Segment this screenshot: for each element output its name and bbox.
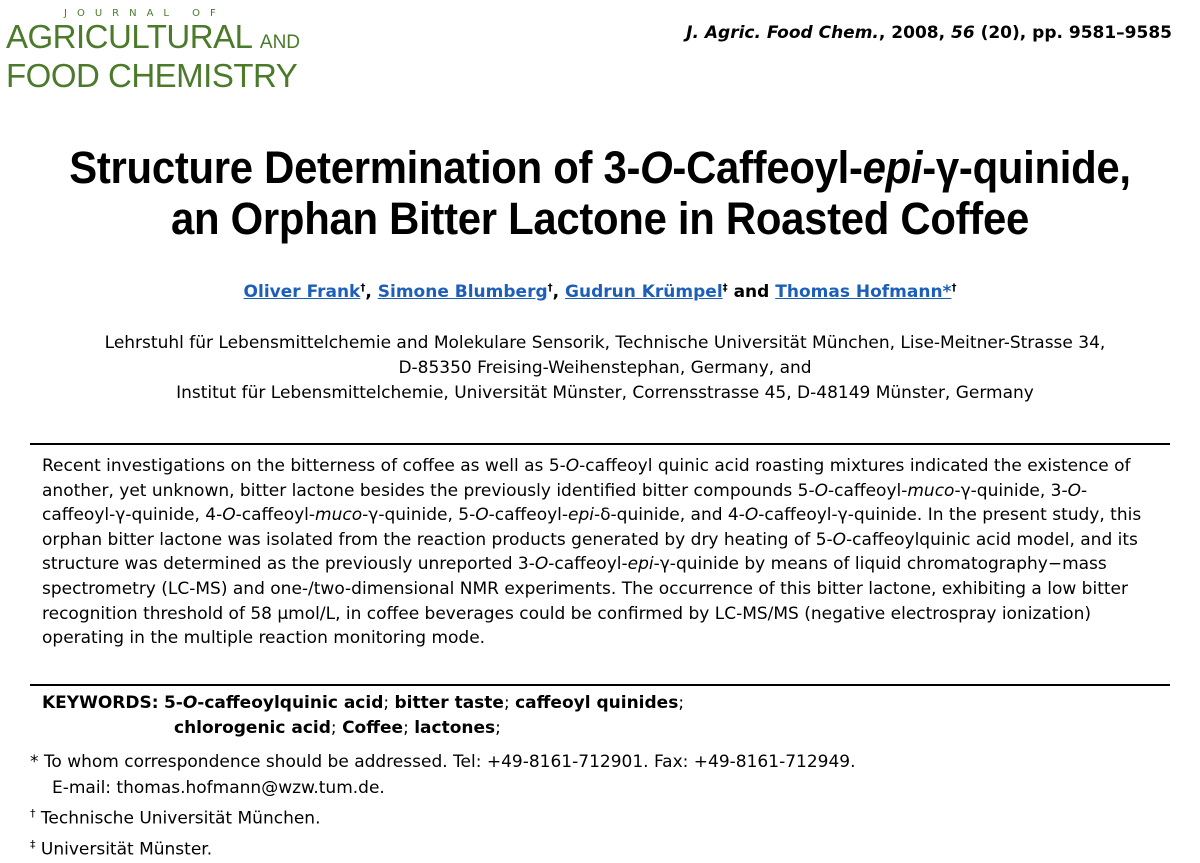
title-part: -γ-quinide, bbox=[922, 142, 1131, 193]
keyword-sep: ; bbox=[330, 718, 337, 738]
abstract-text bbox=[42, 454, 1160, 651]
abstract-segment: O bbox=[814, 480, 828, 501]
footnote-correspondence: * To whom correspondence should be addressed. Tel: +49-8161-712901. Fax: +49-8161-712949. bbox=[30, 752, 856, 772]
author-separator: , bbox=[552, 282, 566, 302]
author-separator: , bbox=[365, 282, 378, 302]
abstract-bottom-rule bbox=[30, 684, 1170, 686]
author-link[interactable]: Simone Blumberg bbox=[377, 282, 548, 302]
citation bbox=[686, 23, 1172, 43]
keyword: caffeoyl quinides bbox=[515, 693, 679, 713]
abstract-segment: -γ-quinide by means of liquid chromatography−mass spectrometry (LC-MS) and one-/two-dimensional NMR experiments. The occurrence of this bitter lactone, exhibiting a low bitter recognition threshold of 58 μmol/L, in coffee beverages could be confirmed by LC-MS/MS (negative electrospray ionization) operating in the multiple reaction monitoring mode. bbox=[42, 554, 1128, 649]
abstract-top-rule bbox=[30, 443, 1170, 445]
abstract-segment: O bbox=[222, 505, 236, 526]
logo-line-1 bbox=[6, 20, 306, 59]
footnotes bbox=[30, 750, 1180, 863]
dagger-mark: † bbox=[30, 807, 36, 820]
abstract-segment: O bbox=[534, 554, 549, 575]
affiliation bbox=[30, 331, 1180, 406]
affiliation-line-3: Institut für Lebensmittelchemie, Universität Münster, Corrensstrasse 45, D-48149 Münster, Germany bbox=[176, 383, 1034, 403]
author-affil-mark: ‡ bbox=[722, 282, 728, 294]
keyword-sep: ; bbox=[403, 718, 409, 738]
title-part: Structure Determination of 3- bbox=[69, 142, 641, 193]
affiliation-line-2: D-85350 Freising-Weihenstephan, Germany, and bbox=[398, 358, 812, 378]
logo-food-chemistry: FOOD CHEMISTRY bbox=[6, 57, 298, 94]
logo-journal-of: JOURNAL OF bbox=[64, 8, 226, 19]
logo-agricultural: AGRICULTURAL bbox=[6, 18, 252, 55]
citation-comma: , bbox=[878, 23, 892, 43]
abstract-segment: -γ-quinide, 3- bbox=[954, 480, 1068, 501]
citation-volume: 56 bbox=[950, 23, 975, 43]
author-affil-mark: † bbox=[360, 282, 366, 294]
abstract-segment: -δ-quinide, and 4- bbox=[594, 505, 745, 526]
abstract-segment: -caffeoyl- bbox=[235, 505, 316, 526]
abstract-segment: O bbox=[565, 456, 580, 476]
paper-title bbox=[42, 142, 1158, 244]
keywords bbox=[42, 691, 1162, 741]
keyword: chlorogenic acid bbox=[174, 718, 331, 738]
author-affil-mark: † bbox=[951, 282, 957, 294]
title-part: -Caffeoyl- bbox=[672, 142, 863, 193]
abstract-segment: -caffeoyl- bbox=[488, 505, 569, 526]
title-line-2: an Orphan Bitter Lactone in Roasted Coffee bbox=[171, 193, 1029, 244]
keyword: 5-O-caffeoylquinic acid bbox=[163, 693, 384, 713]
abstract-segment: -caffeoylquinic acid model, and its structure was determined as the previously unreported 3- bbox=[42, 529, 1138, 575]
author-affil-mark: † bbox=[547, 282, 553, 294]
title-part: O bbox=[640, 142, 673, 193]
abstract-segment: -caffeoyl- bbox=[548, 554, 628, 575]
footnote-dagger bbox=[30, 801, 1180, 832]
abstract-segment: muco bbox=[315, 505, 363, 526]
keywords-line-2 bbox=[42, 716, 1162, 741]
journal-logo bbox=[6, 8, 306, 92]
affiliation-line-1: Lehrstuhl für Lebensmittelchemie and Molekulare Sensorik, Technische Universität München, Lise-Meitner-Strasse 34, bbox=[104, 333, 1106, 353]
author-link[interactable]: Oliver Frank bbox=[243, 282, 361, 302]
footnote-double-dagger-text: Universität Münster. bbox=[35, 839, 213, 860]
abstract-segment: Recent investigations on the bitterness of coffee as well as 5- bbox=[42, 456, 566, 476]
abstract-segment: -caffeoyl-γ-quinide. In the present study, this orphan bitter lactone was isolated from the reaction products generated by dry heating of 5- bbox=[42, 505, 1142, 550]
keywords-label: KEYWORDS: bbox=[42, 693, 159, 713]
keyword-sep: ; bbox=[383, 693, 390, 713]
footnote-email: E-mail: thomas.hofmann@wzw.tum.de. bbox=[52, 777, 385, 798]
author-list bbox=[0, 282, 1200, 302]
citation-issue-pages: (20), pp. 9581–9585 bbox=[980, 23, 1172, 43]
abstract-segment: epi bbox=[568, 505, 595, 526]
abstract-segment: O bbox=[475, 505, 489, 526]
citation-journal: J. Agric. Food Chem. bbox=[686, 23, 879, 43]
keywords-line-1 bbox=[42, 691, 1162, 716]
author-link[interactable]: Gudrun Krümpel bbox=[565, 282, 723, 302]
keyword-sep: ; bbox=[503, 693, 510, 713]
keyword-sep: ; bbox=[495, 718, 501, 738]
abstract-segment: O bbox=[1067, 480, 1081, 501]
keyword: lactones bbox=[414, 718, 496, 738]
keyword: bitter taste bbox=[394, 693, 504, 713]
abstract-segment: epi bbox=[627, 554, 654, 575]
abstract-segment: -caffeoyl-γ-quinide, 4- bbox=[42, 480, 1088, 526]
footnote-double-dagger bbox=[30, 832, 1180, 863]
author-and: and bbox=[727, 282, 776, 302]
abstract-segment: -caffeoyl quinic acid roasting mixtures indicated the existence of another, yet unknown, bitter lactone besides the previously identified bitter compounds 5- bbox=[42, 456, 1131, 501]
keyword: Coffee bbox=[342, 718, 404, 738]
abstract-segment: -γ-quinide, 5- bbox=[362, 505, 476, 526]
author-link[interactable]: Thomas Hofmann* bbox=[775, 282, 952, 302]
double-dagger-mark: ‡ bbox=[30, 838, 36, 852]
title-line-1 bbox=[42, 142, 1158, 193]
title-part: epi bbox=[862, 142, 923, 193]
abstract-segment: O bbox=[832, 529, 847, 550]
abstract-segment: muco bbox=[907, 480, 955, 501]
keyword-sep: ; bbox=[678, 693, 685, 713]
abstract-segment: -caffeoyl- bbox=[827, 480, 908, 501]
citation-year: 2008, bbox=[891, 23, 946, 43]
logo-and: AND bbox=[259, 32, 301, 53]
footnote-dagger-text: Technische Universität München. bbox=[35, 808, 321, 829]
abstract-segment: O bbox=[744, 505, 759, 526]
